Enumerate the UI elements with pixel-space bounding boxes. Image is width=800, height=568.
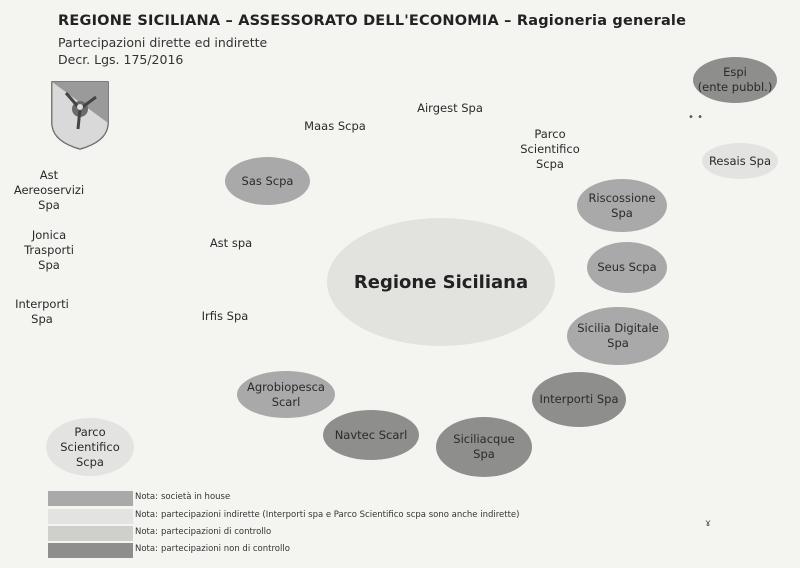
node-seus: Seus Scpa <box>587 242 667 293</box>
page-subtitle: Partecipazioni dirette ed indirette <box>58 35 268 50</box>
node-maas: Maas Scpa <box>304 118 366 133</box>
legend-swatch <box>48 543 133 558</box>
node-irfis: Irfis Spa <box>201 308 249 323</box>
node-airgest: Airgest Spa <box>417 100 483 115</box>
coat-of-arms-icon <box>49 79 111 151</box>
stray-mark: ɤ <box>705 518 711 529</box>
node-ast-spa: Ast spa <box>209 235 253 250</box>
legend-label: partecipazioni indirette (Interporti spa e Parco Scientifico scpa sono anche indirette) <box>160 510 520 520</box>
node-espi: Espi (ente pubbl.) <box>693 57 777 103</box>
legend-label: società in house <box>160 492 231 502</box>
node-interporti-left: Interporti Spa <box>15 297 69 326</box>
node-navtec: Navtec Scarl <box>323 410 419 460</box>
node-sicilia-digitale: Sicilia Digitale Spa <box>567 307 669 365</box>
node-interporti-right: Interporti Spa <box>532 372 626 427</box>
node-resais: Resais Spa <box>702 143 778 179</box>
legend-prefix: Nota: <box>135 510 158 520</box>
page-title: REGIONE SICILIANA – ASSESSORATO DELL'ECONOMIA – Ragioneria generale <box>58 13 687 29</box>
legend-prefix: Nota: <box>135 527 158 537</box>
legend-label: partecipazioni di controllo <box>160 527 272 537</box>
node-jonica-trasporti: Jonica Trasporti Spa <box>24 227 74 272</box>
legend-swatch <box>48 526 133 541</box>
node-agrobiopesca: Agrobiopesca Scarl <box>237 371 335 418</box>
legend-prefix: Nota: <box>135 544 158 554</box>
node-riscossione: Riscossione Spa <box>577 179 667 232</box>
node-parco-scientifico-top: Parco Scientifico Scpa <box>520 126 580 171</box>
legend-swatch <box>48 509 133 524</box>
node-siciliacque: Siciliacque Spa <box>436 417 532 477</box>
node-parco-scientifico-bottom: Parco Scientifico Scpa <box>46 418 134 476</box>
center-node: Regione Siciliana <box>327 218 555 346</box>
legend-prefix: Nota: <box>135 492 158 502</box>
node-sas: Sas Scpa <box>225 157 310 205</box>
stray-dots: • • <box>688 112 703 123</box>
legend-label: partecipazioni non di controllo <box>160 544 290 554</box>
node-ast-aereoservizi: Ast Aereoservizi Spa <box>13 167 85 212</box>
decree-reference: Decr. Lgs. 175/2016 <box>58 52 184 67</box>
legend-swatch <box>48 491 133 506</box>
